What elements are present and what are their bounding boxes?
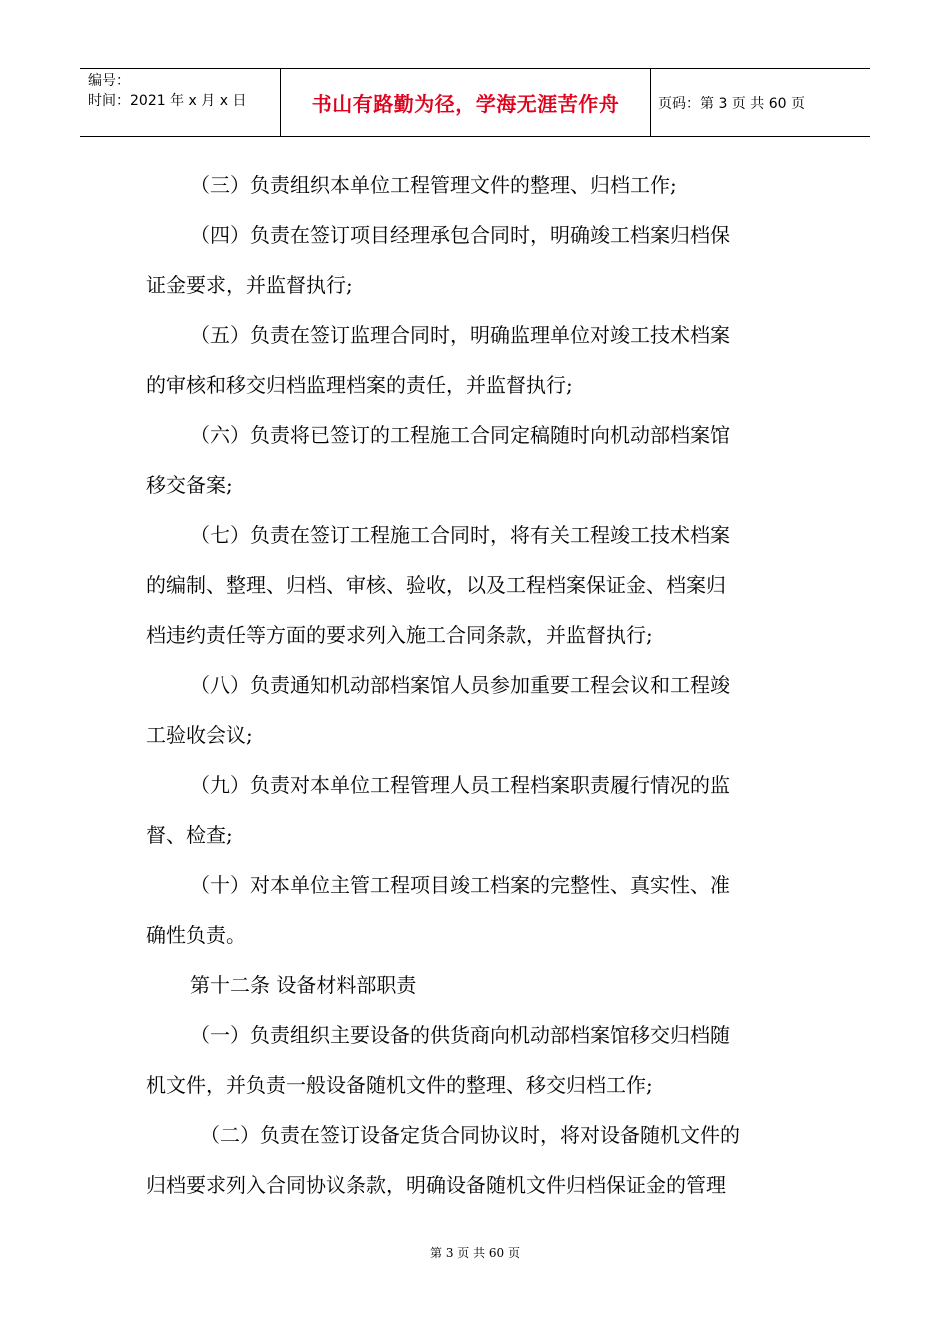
header-divider-right xyxy=(650,69,651,136)
text-line: 督、检查; xyxy=(146,823,233,847)
text-line: （六）负责将已签订的工程施工合同定稿随时向机动部档案馆 xyxy=(190,423,730,447)
text-line: （四）负责在签订项目经理承包合同时，明确竣工档案归档保 xyxy=(190,223,730,247)
text-line: 证金要求，并监督执行; xyxy=(146,273,353,297)
text-line: 档违约责任等方面的要求列入施工合同条款，并监督执行; xyxy=(146,623,653,647)
text-line: （八）负责通知机动部档案馆人员参加重要工程会议和工程竣 xyxy=(190,673,730,697)
text-line: 归档要求列入合同协议条款，明确设备随机文件归档保证金的管理 xyxy=(146,1173,726,1197)
header-number: 编号： xyxy=(88,73,130,89)
text-line: （九）负责对本单位工程管理人员工程档案职责履行情况的监 xyxy=(190,773,730,797)
text-line: 的编制、整理、归档、审核、验收，以及工程档案保证金、档案归 xyxy=(146,573,726,597)
text-line: （七）负责在签订工程施工合同时，将有关工程竣工技术档案 xyxy=(190,523,730,547)
page-footer: 第 3 页 共 60 页 xyxy=(430,1246,520,1260)
text-line: 的审核和移交归档监理档案的责任，并监督执行; xyxy=(146,373,573,397)
text-line: （十）对本单位主管工程项目竣工档案的完整性、真实性、准 xyxy=(190,873,730,897)
text-line: 工验收会议; xyxy=(146,723,253,747)
text-line: （一）负责组织主要设备的供货商向机动部档案馆移交归档随 xyxy=(190,1023,730,1047)
text-line: 确性负责。 xyxy=(146,923,246,947)
page-header xyxy=(80,68,870,137)
text-line: 机文件，并负责一般设备随机文件的整理、移交归档工作; xyxy=(146,1073,653,1097)
section-heading: 第十二条 设备材料部职责 xyxy=(190,973,417,997)
text-line: 移交备案; xyxy=(146,473,233,497)
header-meta xyxy=(80,69,280,136)
header-motto: 书山有路勤为径，学海无涯苦作舟 xyxy=(311,92,620,116)
text-line: （五）负责在签订监理合同时，明确监理单位对竣工技术档案 xyxy=(190,323,730,347)
text-line: （三）负责组织本单位工程管理文件的整理、归档工作; xyxy=(190,173,677,197)
text-line: （二）负责在签订设备定货合同协议时，将对设备随机文件的 xyxy=(200,1123,740,1147)
header-page-info: 页码：第 3 页 共 60 页 xyxy=(658,95,805,112)
header-date: 时间：2021 年 x 月 x 日 xyxy=(88,93,247,109)
